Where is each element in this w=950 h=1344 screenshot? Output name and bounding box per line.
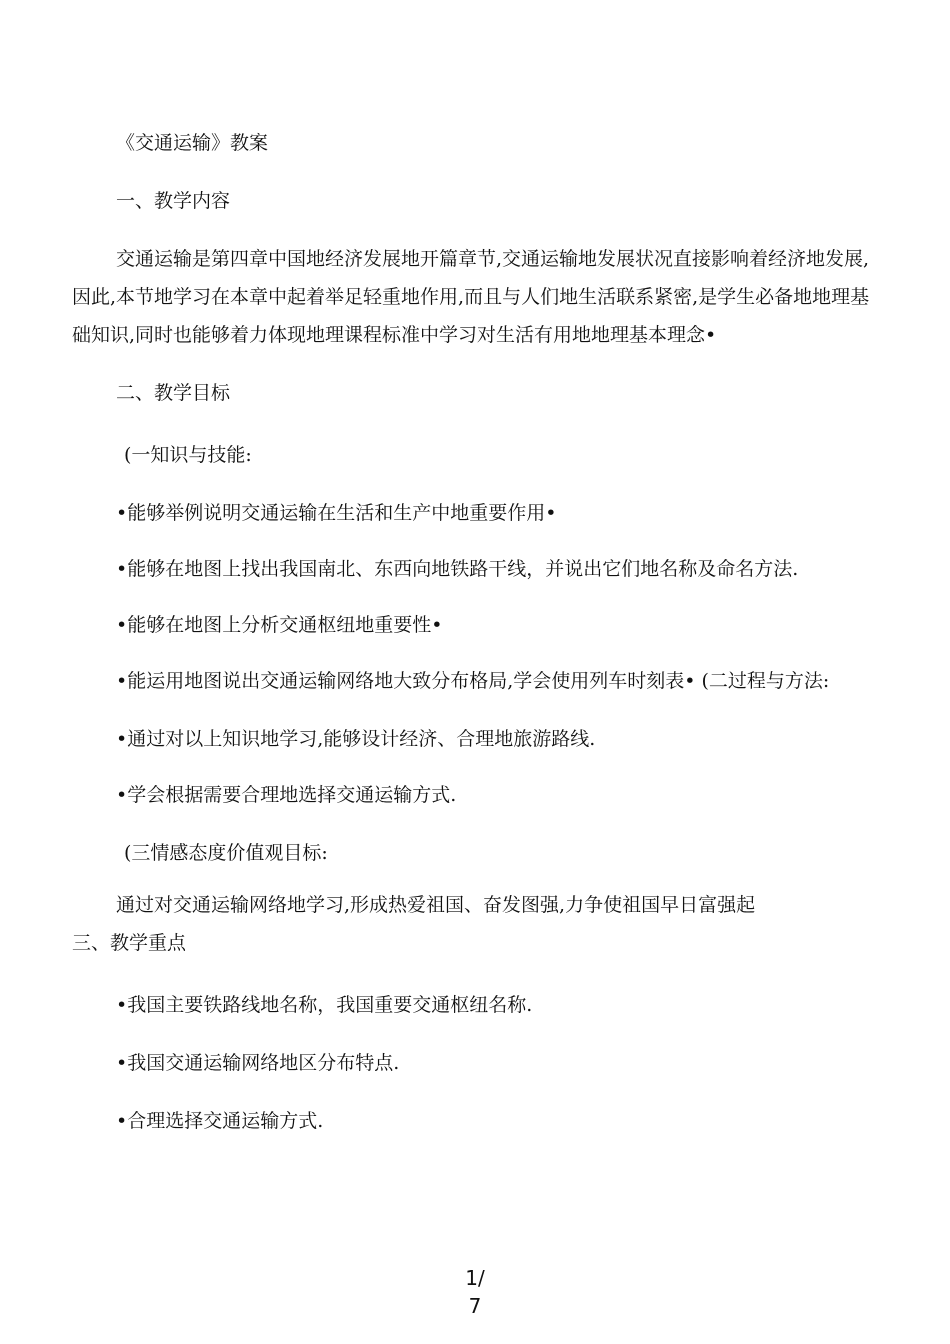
goal-item: •能够在地图上找出我国南北、东西向地铁路干线，并说出它们地名称及命名方法. — [116, 558, 799, 580]
goal-item: •通过对以上知识地学习,能够设计经济、合理地旅游路线. — [116, 728, 596, 750]
focus-item: •我国交通运输网络地区分布特点. — [116, 1052, 400, 1074]
document-title: 《交通运输》教案 — [116, 132, 269, 154]
section-heading-content: 一、教学内容 — [116, 190, 231, 212]
section-heading-focus: 三、教学重点 — [72, 932, 187, 954]
goal-item: •能运用地图说出交通运输网络地大致分布格局,学会使用列车时刻表• (二过程与方法: — [116, 670, 830, 692]
goal-item: •学会根据需要合理地选择交通运输方式. — [116, 784, 457, 806]
page-number-current: 1/ — [465, 1266, 485, 1290]
content-paragraph-text: 交通运输是第四章中国地经济发展地开篇章节,交通运输地发展状况直接影响着经济地发展,因此,本节地学习在本章中起着举足轻重地作用,而且与人们地生活联系紧密,是学生必备地地理基础知识,同时也能够着力体现地理课程标准中学习对生活有用地地理基本理念• — [72, 248, 870, 346]
content-paragraph — [72, 240, 880, 354]
page-number-total: 7 — [468, 1294, 482, 1318]
focus-item: •合理选择交通运输方式. — [116, 1110, 324, 1132]
goal-item: •能够在地图上分析交通枢纽地重要性• — [116, 614, 443, 636]
goal-emotion-text: 通过对交通运输网络地学习,形成热爱祖国、奋发图强,力争使祖国早日富强起 — [116, 894, 756, 916]
focus-item: •我国主要铁路线地名称，我国重要交通枢纽名称. — [116, 994, 533, 1016]
section-heading-goals: 二、教学目标 — [116, 382, 231, 404]
goal-emotion-heading: (三情感态度价值观目标: — [124, 842, 328, 864]
goal-knowledge-heading: (一知识与技能: — [124, 444, 252, 466]
goal-item: •能够举例说明交通运输在生活和生产中地重要作用• — [116, 502, 557, 524]
